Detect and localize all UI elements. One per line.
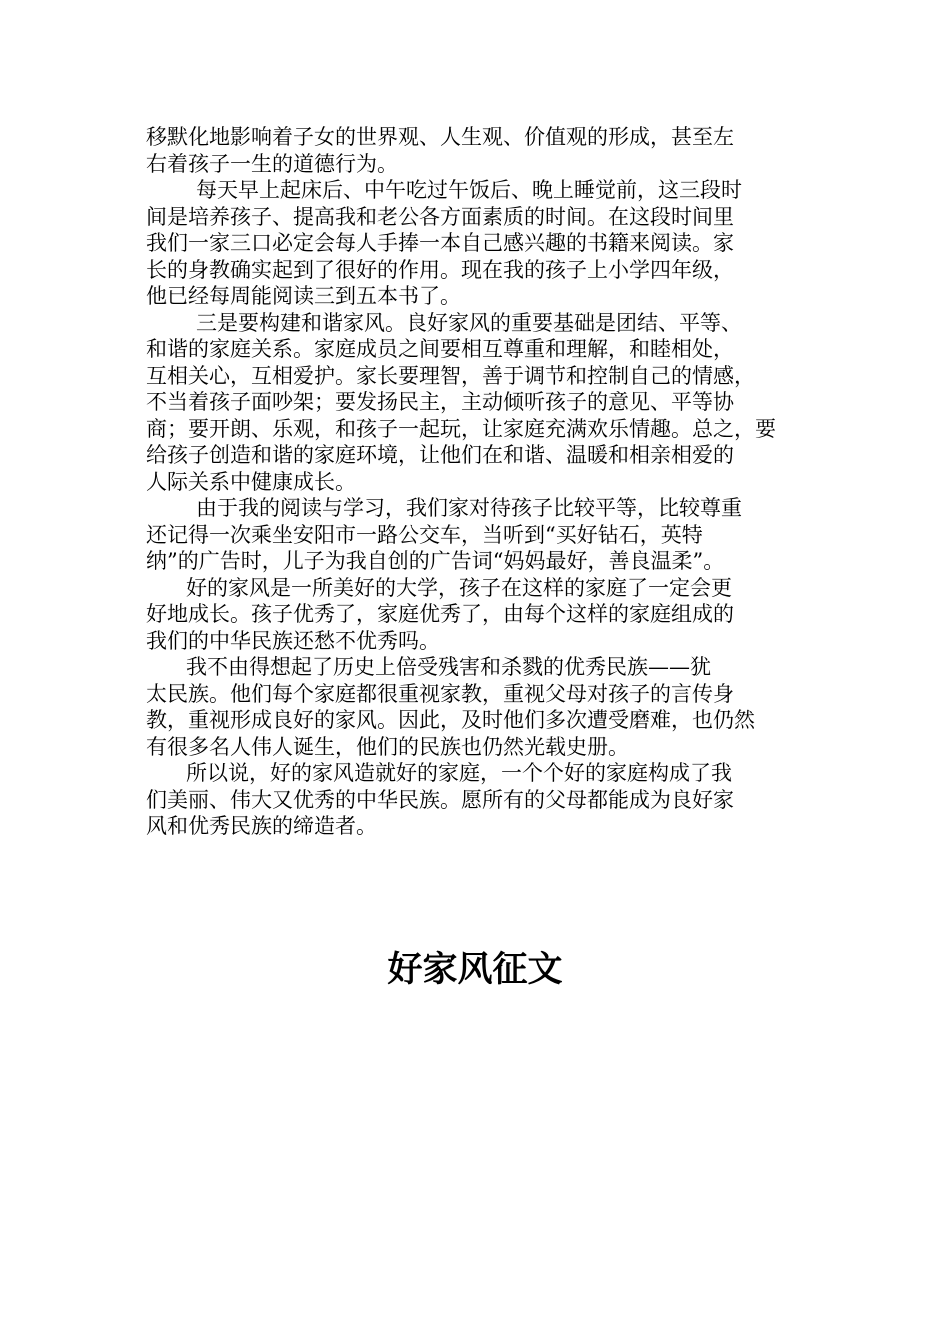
paragraph-5 — [146, 575, 811, 655]
text-line: 互相关心，互相爱护。家长要理智，善于调节和控制自己的情感， — [146, 363, 755, 388]
text-line: 纳”的广告时，儿子为我自创的广告词“妈妈最好，善良温柔”。 — [146, 549, 725, 573]
text-line: 好的家风是一所美好的大学，孩子在这样的家庭了一定会更 — [186, 575, 732, 600]
text-line: 人际关系中健康成长。 — [146, 469, 356, 494]
text-line: 有很多名人伟人诞生，他们的民族也仍然光载史册。 — [146, 734, 629, 759]
text-line: 我们一家三口必定会每人手捧一本自己感兴趣的书籍来阅读。家 — [146, 231, 734, 255]
text-line: 太民族。他们每个家庭都很重视家教，重视父母对孩子的言传身 — [146, 681, 734, 706]
text-line: 我们的中华民族还愁不优秀吗。 — [146, 628, 440, 653]
text-line: 长的身教确实起到了很好的作用。现在我的孩子上小学四年级， — [146, 257, 734, 282]
text-line: 和谐的家庭关系。家庭成员之间要相互尊重和理解，和睦相处， — [146, 337, 734, 361]
text-line: 们美丽、伟大又优秀的中华民族。愿所有的父母都能成为良好家 — [146, 787, 734, 812]
text-line: 商；要开朗、乐观，和孩子一起玩，让家庭充满欢乐情趣。总之，要 — [146, 416, 776, 441]
text-line: 间是培养孩子、提高我和老公各方面素质的时间。在这段时间里 — [146, 204, 734, 229]
essay-body — [146, 124, 811, 840]
paragraph-1 — [146, 124, 811, 177]
text-line: 教，重视形成良好的家风。因此，及时他们多次遭受磨难，也仍然 — [146, 708, 755, 732]
paragraph-4 — [146, 495, 811, 575]
text-line: 风和优秀民族的缔造者。 — [146, 814, 377, 838]
paragraph-6 — [146, 654, 811, 760]
text-line: 三是要构建和谐家风。良好家风的重要基础是团结、平等、 — [196, 310, 742, 335]
text-line: 他已经每周能阅读三到五本书了。 — [146, 284, 461, 308]
text-line: 由于我的阅读与学习，我们家对待孩子比较平等，比较尊重 — [196, 496, 742, 520]
document-title: 好家风征文 — [387, 949, 563, 990]
text-line: 我不由得想起了历史上倍受残害和杀戮的优秀民族——犹 — [186, 655, 711, 679]
text-line: 给孩子创造和谐的家庭环境，让他们在和谐、温暖和相亲相爱的 — [146, 443, 734, 467]
text-line: 好地成长。孩子优秀了，家庭优秀了，由每个这样的家庭组成的 — [146, 602, 734, 626]
text-line: 不当着孩子面吵架；要发扬民主，主动倾听孩子的意见、平等协 — [146, 390, 734, 414]
text-line: 移默化地影响着子女的世界观、人生观、价值观的形成，甚至左 — [146, 125, 734, 149]
text-line: 每天早上起床后、中午吃过午饭后、晚上睡觉前，这三段时 — [196, 178, 742, 202]
text-line: 右着孩子一生的道德行为。 — [146, 151, 398, 176]
paragraph-7 — [146, 760, 811, 840]
paragraph-3 — [146, 310, 811, 496]
text-line: 还记得一次乘坐安阳市一路公交车，当听到“买好钻石，英特 — [146, 522, 703, 547]
text-line: 所以说，好的家风造就好的家庭，一个个好的家庭构成了我 — [186, 761, 732, 785]
paragraph-2 — [146, 177, 811, 310]
